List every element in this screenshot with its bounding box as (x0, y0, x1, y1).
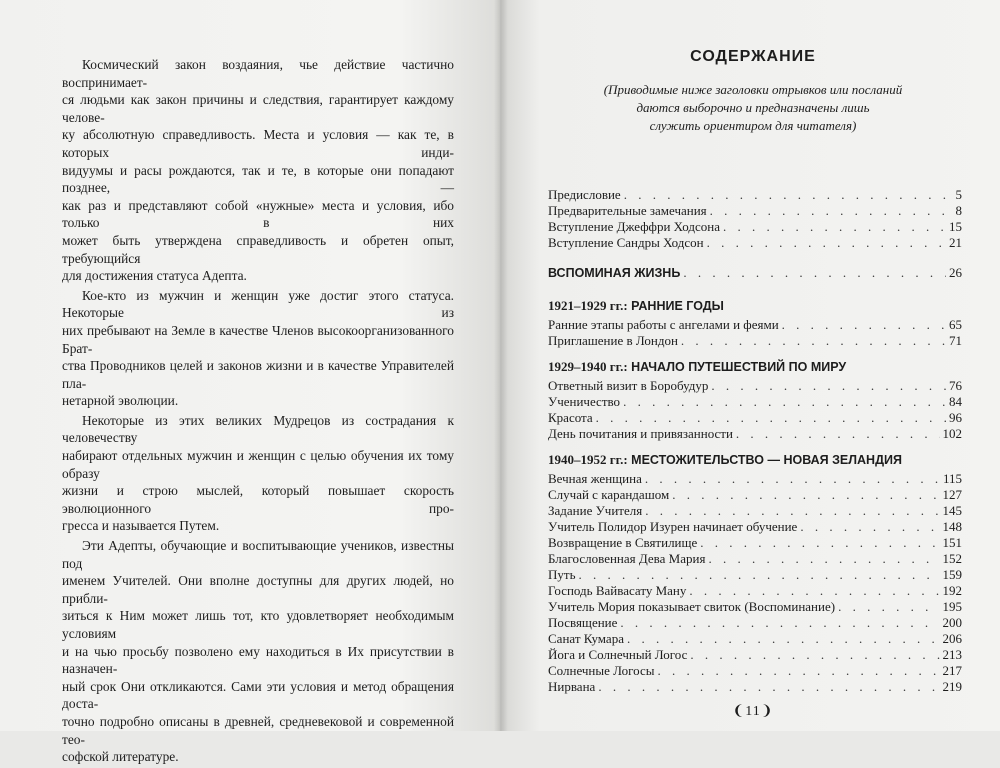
toc-entry-title: Солнечные Логосы (548, 663, 655, 678)
toc-entry-page: 200 (942, 615, 962, 630)
toc-leader-dots (690, 647, 939, 663)
toc-entry-title: ВСПОМИНАЯ ЖИЗНЬ (548, 266, 681, 280)
toc-leader-dots (624, 187, 953, 203)
toc-entry-title: День почитания и привязанности (548, 426, 733, 441)
toc-entry-title: Возвращение в Святилище (548, 535, 698, 550)
page-number: ❨11❩ (732, 704, 774, 719)
left-page-text (62, 56, 454, 768)
body-paragraph (62, 537, 454, 766)
toc-entry[interactable] (548, 679, 962, 695)
text-line: может быть утверждена справедливость и обретен опыт, требующийся (62, 232, 454, 266)
toc-entry-page: 206 (942, 631, 962, 646)
toc-entry-title: Ответный визит в Боробудур (548, 378, 709, 393)
toc-entry[interactable] (548, 410, 962, 426)
body-paragraph (62, 412, 454, 535)
toc-note (546, 81, 960, 135)
toc-leader-dots (710, 203, 953, 219)
toc-entry[interactable] (548, 187, 962, 203)
toc-entry-title: Йога и Солнечный Логос (548, 647, 688, 662)
toc-entry[interactable] (548, 583, 962, 599)
toc-leader-dots (723, 219, 946, 235)
text-line: Космический закон воздаяния, чье действие частично воспринимает- (62, 57, 454, 90)
toc-leader-dots (838, 599, 939, 615)
section-title: МЕСТОЖИТЕЛЬСТВО — НОВАЯ ЗЕЛАНДИЯ (631, 453, 902, 467)
toc-leader-dots (683, 265, 946, 281)
text-line: жизни и строю мыслей, который повышает скорость эволюционного про- (62, 483, 454, 516)
toc-entry-title: Приглашение в Лондон (548, 333, 678, 348)
body-paragraph (62, 287, 454, 410)
toc-entry-page: 195 (942, 599, 962, 614)
toc-entry-title: Господь Вайвасату Ману (548, 583, 687, 598)
toc-leader-dots (579, 567, 940, 583)
toc-entry-page: 213 (942, 647, 962, 662)
toc-entry[interactable] (548, 631, 962, 647)
toc-entry-page: 127 (942, 487, 962, 502)
toc-leader-dots (620, 615, 939, 631)
toc-entry-title: Вступление Сандры Ходсон (548, 235, 704, 250)
toc-section-world-travels (548, 358, 962, 442)
toc-entry[interactable] (548, 265, 962, 281)
toc-entry-page: 5 (955, 187, 962, 202)
text-line: для достижения статуса Адепта. (62, 268, 247, 284)
toc-leader-dots (800, 519, 939, 535)
toc-entry[interactable] (548, 503, 962, 519)
toc-entry[interactable] (548, 599, 962, 615)
toc-leader-dots (736, 426, 940, 442)
toc-entry-title: Ранние этапы работы с ангелами и феями (548, 317, 779, 332)
toc-note-line: (Приводимые ниже заголовки отрывков или посланий (603, 82, 903, 97)
toc-entry-title: Учитель Полидор Изурен начинает обучение (548, 519, 798, 534)
toc-leader-dots (782, 317, 946, 333)
toc-entry[interactable] (548, 663, 962, 679)
toc-entry[interactable] (548, 426, 962, 442)
text-line: набирают отдельных мужчин и женщин с целью обучения их тому образу (62, 448, 454, 481)
text-line: ку абсолютную справедливость. Места и условия — как те, в которых инди- (62, 127, 454, 160)
toc-entry[interactable] (548, 615, 962, 631)
text-line: гресса и называется Путем. (62, 518, 220, 534)
toc-entry-page: 8 (955, 203, 962, 218)
toc-leader-dots (645, 503, 939, 519)
text-line: Кое-кто из мужчин и женщин уже достиг этого статуса. Некоторые из (62, 287, 454, 321)
toc-entry[interactable] (548, 219, 962, 235)
section-years: 1929–1940 гг.: (548, 359, 628, 374)
toc-entry[interactable] (548, 235, 962, 251)
toc-entry-page: 96 (949, 410, 962, 425)
toc-leader-dots (711, 378, 946, 394)
toc-section-new-zealand (548, 451, 962, 695)
toc-entry[interactable] (548, 535, 962, 551)
toc-leader-dots (672, 487, 939, 503)
toc-entry-title: Случай с карандашом (548, 487, 670, 502)
toc-note-line: служить ориентиром для читателя) (649, 118, 857, 133)
section-title: РАННИЕ ГОДЫ (631, 299, 724, 313)
toc-section-heading (548, 358, 962, 376)
toc-entry-page: 148 (942, 519, 962, 534)
toc-entry-title: Вечная женщина (548, 471, 642, 486)
toc-entry-page: 145 (942, 503, 962, 518)
text-line: нетарной эволюции. (62, 393, 179, 409)
toc-entry-page: 219 (942, 679, 962, 694)
toc-entry[interactable] (548, 551, 962, 567)
toc-entry-page: 102 (942, 426, 962, 441)
text-line: ный срок Они откликаются. Сами эти условия и метод обращения доста- (62, 678, 454, 712)
book-gutter (494, 0, 508, 731)
toc-entry-page: 71 (949, 333, 962, 348)
toc-entry[interactable] (548, 394, 962, 410)
text-line: софской литературе. (62, 749, 179, 765)
toc-entry-page: 76 (949, 378, 962, 393)
toc-entry-page: 115 (942, 471, 962, 486)
toc-entry[interactable] (548, 567, 962, 583)
toc-leader-dots (689, 583, 939, 599)
text-line: как раз и представляют собой «нужные» места и условия, ибо только в них (62, 197, 454, 231)
toc-leader-dots (707, 235, 946, 251)
toc-section-early-years (548, 297, 962, 349)
toc-section-heading (548, 297, 962, 315)
toc-entry[interactable] (548, 647, 962, 663)
toc-entry-page: 84 (949, 394, 962, 409)
toc-leader-dots (657, 663, 939, 679)
toc-entry-page: 159 (942, 567, 962, 582)
toc-leader-dots (708, 551, 939, 567)
text-line: Некоторые из этих великих Мудрецов из сострадания к человечеству (62, 412, 454, 446)
toc-entry-title: Учитель Мория показывает свиток (Воспоминание) (548, 599, 836, 614)
text-line: ся людьми как закон причины и следствия, гарантирует каждому челове- (62, 92, 454, 125)
text-line: именем Учителей. Они вполне доступны для других людей, но прибли- (62, 573, 454, 606)
toc-intro-list (548, 187, 962, 251)
toc-entry-title: Благословенная Дева Мария (548, 551, 706, 566)
text-line: зиться к Ним может лишь тот, кто удовлетворяет необходимым условиям (62, 608, 454, 641)
section-title: НАЧАЛО ПУТЕШЕСТВИЙ ПО МИРУ (631, 360, 847, 374)
toc-leader-dots (596, 410, 946, 426)
toc-leader-dots (627, 631, 940, 647)
toc-entry-page: 26 (949, 265, 962, 280)
toc-title: СОДЕРЖАНИЕ (690, 48, 816, 65)
toc-entry-title: Предварительные замечания (548, 203, 707, 218)
text-line: видуумы и расы рождаются, так и те, в которые они попадают позднее, — (62, 162, 454, 196)
toc-entry[interactable] (548, 519, 962, 535)
toc-leader-dots (681, 333, 946, 349)
text-line: них пребывают на Земле в качестве Членов высокоорганизованного Брат- (62, 322, 454, 356)
toc-leader-dots (645, 471, 940, 487)
toc-entry-title: Путь (548, 567, 576, 582)
toc-leader-dots (700, 535, 939, 551)
toc-entry-title: Нирвана (548, 679, 596, 694)
toc-entry-title: Задание Учителя (548, 503, 643, 518)
toc-entry-page: 217 (942, 663, 962, 678)
section-years: 1921–1929 гг.: (548, 298, 628, 313)
section-years: 1940–1952 гг.: (548, 452, 628, 467)
toc-part-entry (548, 265, 962, 281)
text-line: Эти Адепты, обучающие и воспитывающие учеников, известны под (62, 538, 454, 571)
toc-entry-page: 151 (942, 535, 962, 550)
toc-entry[interactable] (548, 317, 962, 333)
toc-entry[interactable] (548, 378, 962, 394)
body-paragraph (62, 56, 454, 285)
toc-entry-title: Вступление Джеффри Ходсона (548, 219, 720, 234)
toc-entry-page: 15 (949, 219, 962, 234)
text-line: и на чью просьбу позволено ему находиться в Их присутствии в назначен- (62, 643, 454, 677)
toc-section-heading (548, 451, 962, 469)
toc-leader-dots (623, 394, 946, 410)
toc-note-line: даются выборочно и предназначены лишь (636, 100, 870, 115)
toc-entry-page: 192 (942, 583, 962, 598)
toc-entry[interactable] (548, 487, 962, 503)
toc-entry-title: Санат Кумара (548, 631, 624, 646)
toc-entry[interactable] (548, 203, 962, 219)
text-line: точно подробно описаны в древней, средневековой и современной тео- (62, 713, 454, 747)
toc-entry-page: 152 (942, 551, 962, 566)
text-line: ства Проводников целей и законов жизни и в качестве Управителей пла- (62, 358, 454, 391)
toc-entry[interactable] (548, 471, 962, 487)
toc-leader-dots (598, 679, 939, 695)
toc-entry-title: Красота (548, 410, 593, 425)
toc-entry-page: 65 (949, 317, 962, 332)
toc-entry-title: Предисловие (548, 187, 621, 202)
toc-entry-title: Посвящение (548, 615, 618, 630)
toc-entry-title: Ученичество (548, 394, 621, 409)
toc-entry[interactable] (548, 333, 962, 349)
toc-entry-page: 21 (949, 235, 962, 250)
